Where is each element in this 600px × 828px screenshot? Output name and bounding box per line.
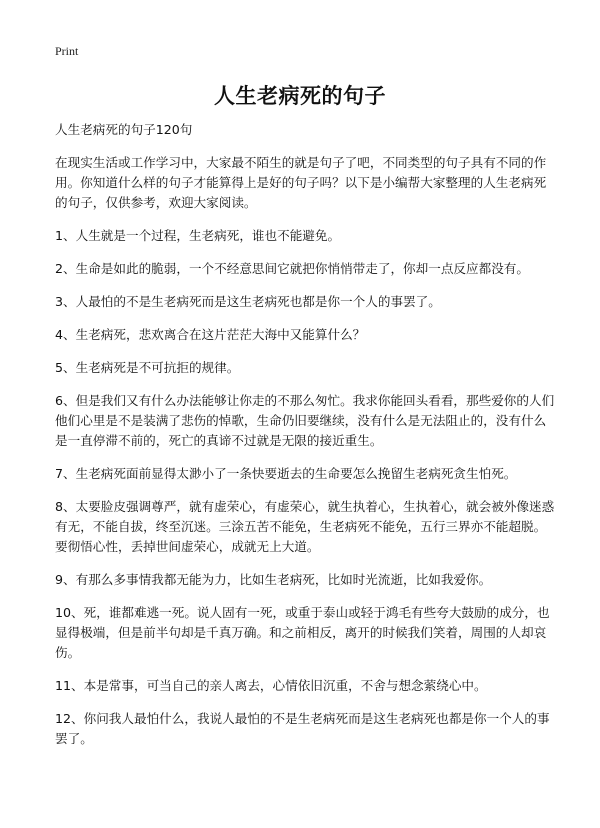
list-item: 7、生老病死面前显得太渺小了一条快要逝去的生命要怎么挽留生老病死贪生怕死。 (55, 466, 517, 481)
list-item: 10、死，谁都难逃一死。说人固有一死，或重于泰山或轻于鸿毛有些夸大鼓励的成分，也显得极端，但是前半句却是千真万确。和之前相反，离开的时候我们笑着，周围的人却哀伤。 (55, 605, 550, 660)
list-item: 4、生老病死，悲欢离合在这片茫茫大海中又能算什么？ (55, 327, 366, 342)
page-title: 人生老病死的句子 (214, 84, 386, 108)
list-item: 2、生命是如此的脆弱，一个不经意思间它就把你悄悄带走了，你却一点反应都没有。 (55, 261, 529, 276)
print-label: Print (55, 44, 79, 58)
list-item: 9、有那么多事情我都无能为力，比如生老病死，比如时光流逝，比如我爱你。 (55, 572, 492, 587)
list-item: 6、但是我们又有什么办法能够让你走的不那么匆忙。我求你能回头看看，那些爱你的人们他们心里是不是装满了悲伤的悼歌，生命仍旧要继续，没有什么是无法阻止的，没有什么是一直停滞不前的，死亡的真谛不过就是无限的接近重生。 (55, 393, 555, 448)
article-body (55, 120, 555, 762)
list-item: 1、人生就是一个过程，生老病死，谁也不能避免。 (55, 228, 341, 243)
article-subtitle: 人生老病死的句子120句 (55, 122, 193, 137)
list-item: 3、人最怕的不是生老病死而是这生老病死也都是你一个人的事罢了。 (55, 294, 441, 309)
list-item: 12、你问我人最怕什么，我说人最怕的不是生老病死而是这生老病死也都是你一个人的事罢了。 (55, 711, 550, 746)
list-item: 8、太要脸皮强调尊严，就有虚荣心，有虚荣心，就生执着心，生执着心，就会被外像迷惑有无，不能自拔，终至沉迷。三涂五苦不能免，生老病死不能免，五行三界亦不能超脱。要彻悟心性，丢掉世间虚荣心，成就无上大道。 (55, 499, 555, 554)
list-item: 5、生老病死是不可抗拒的规律。 (55, 360, 240, 375)
list-item: 11、本是常事，可当自己的亲人离去，心情依旧沉重，不舍与想念萦绕心中。 (55, 678, 487, 693)
intro-paragraph: 在现实生活或工作学习中，大家最不陌生的就是句子了吧，不同类型的句子具有不同的作用。你知道什么样的句子才能算得上是好的句子吗？以下是小编帮大家整理的人生老病死的句子，仅供参考，欢迎大家阅读。 (55, 155, 547, 210)
